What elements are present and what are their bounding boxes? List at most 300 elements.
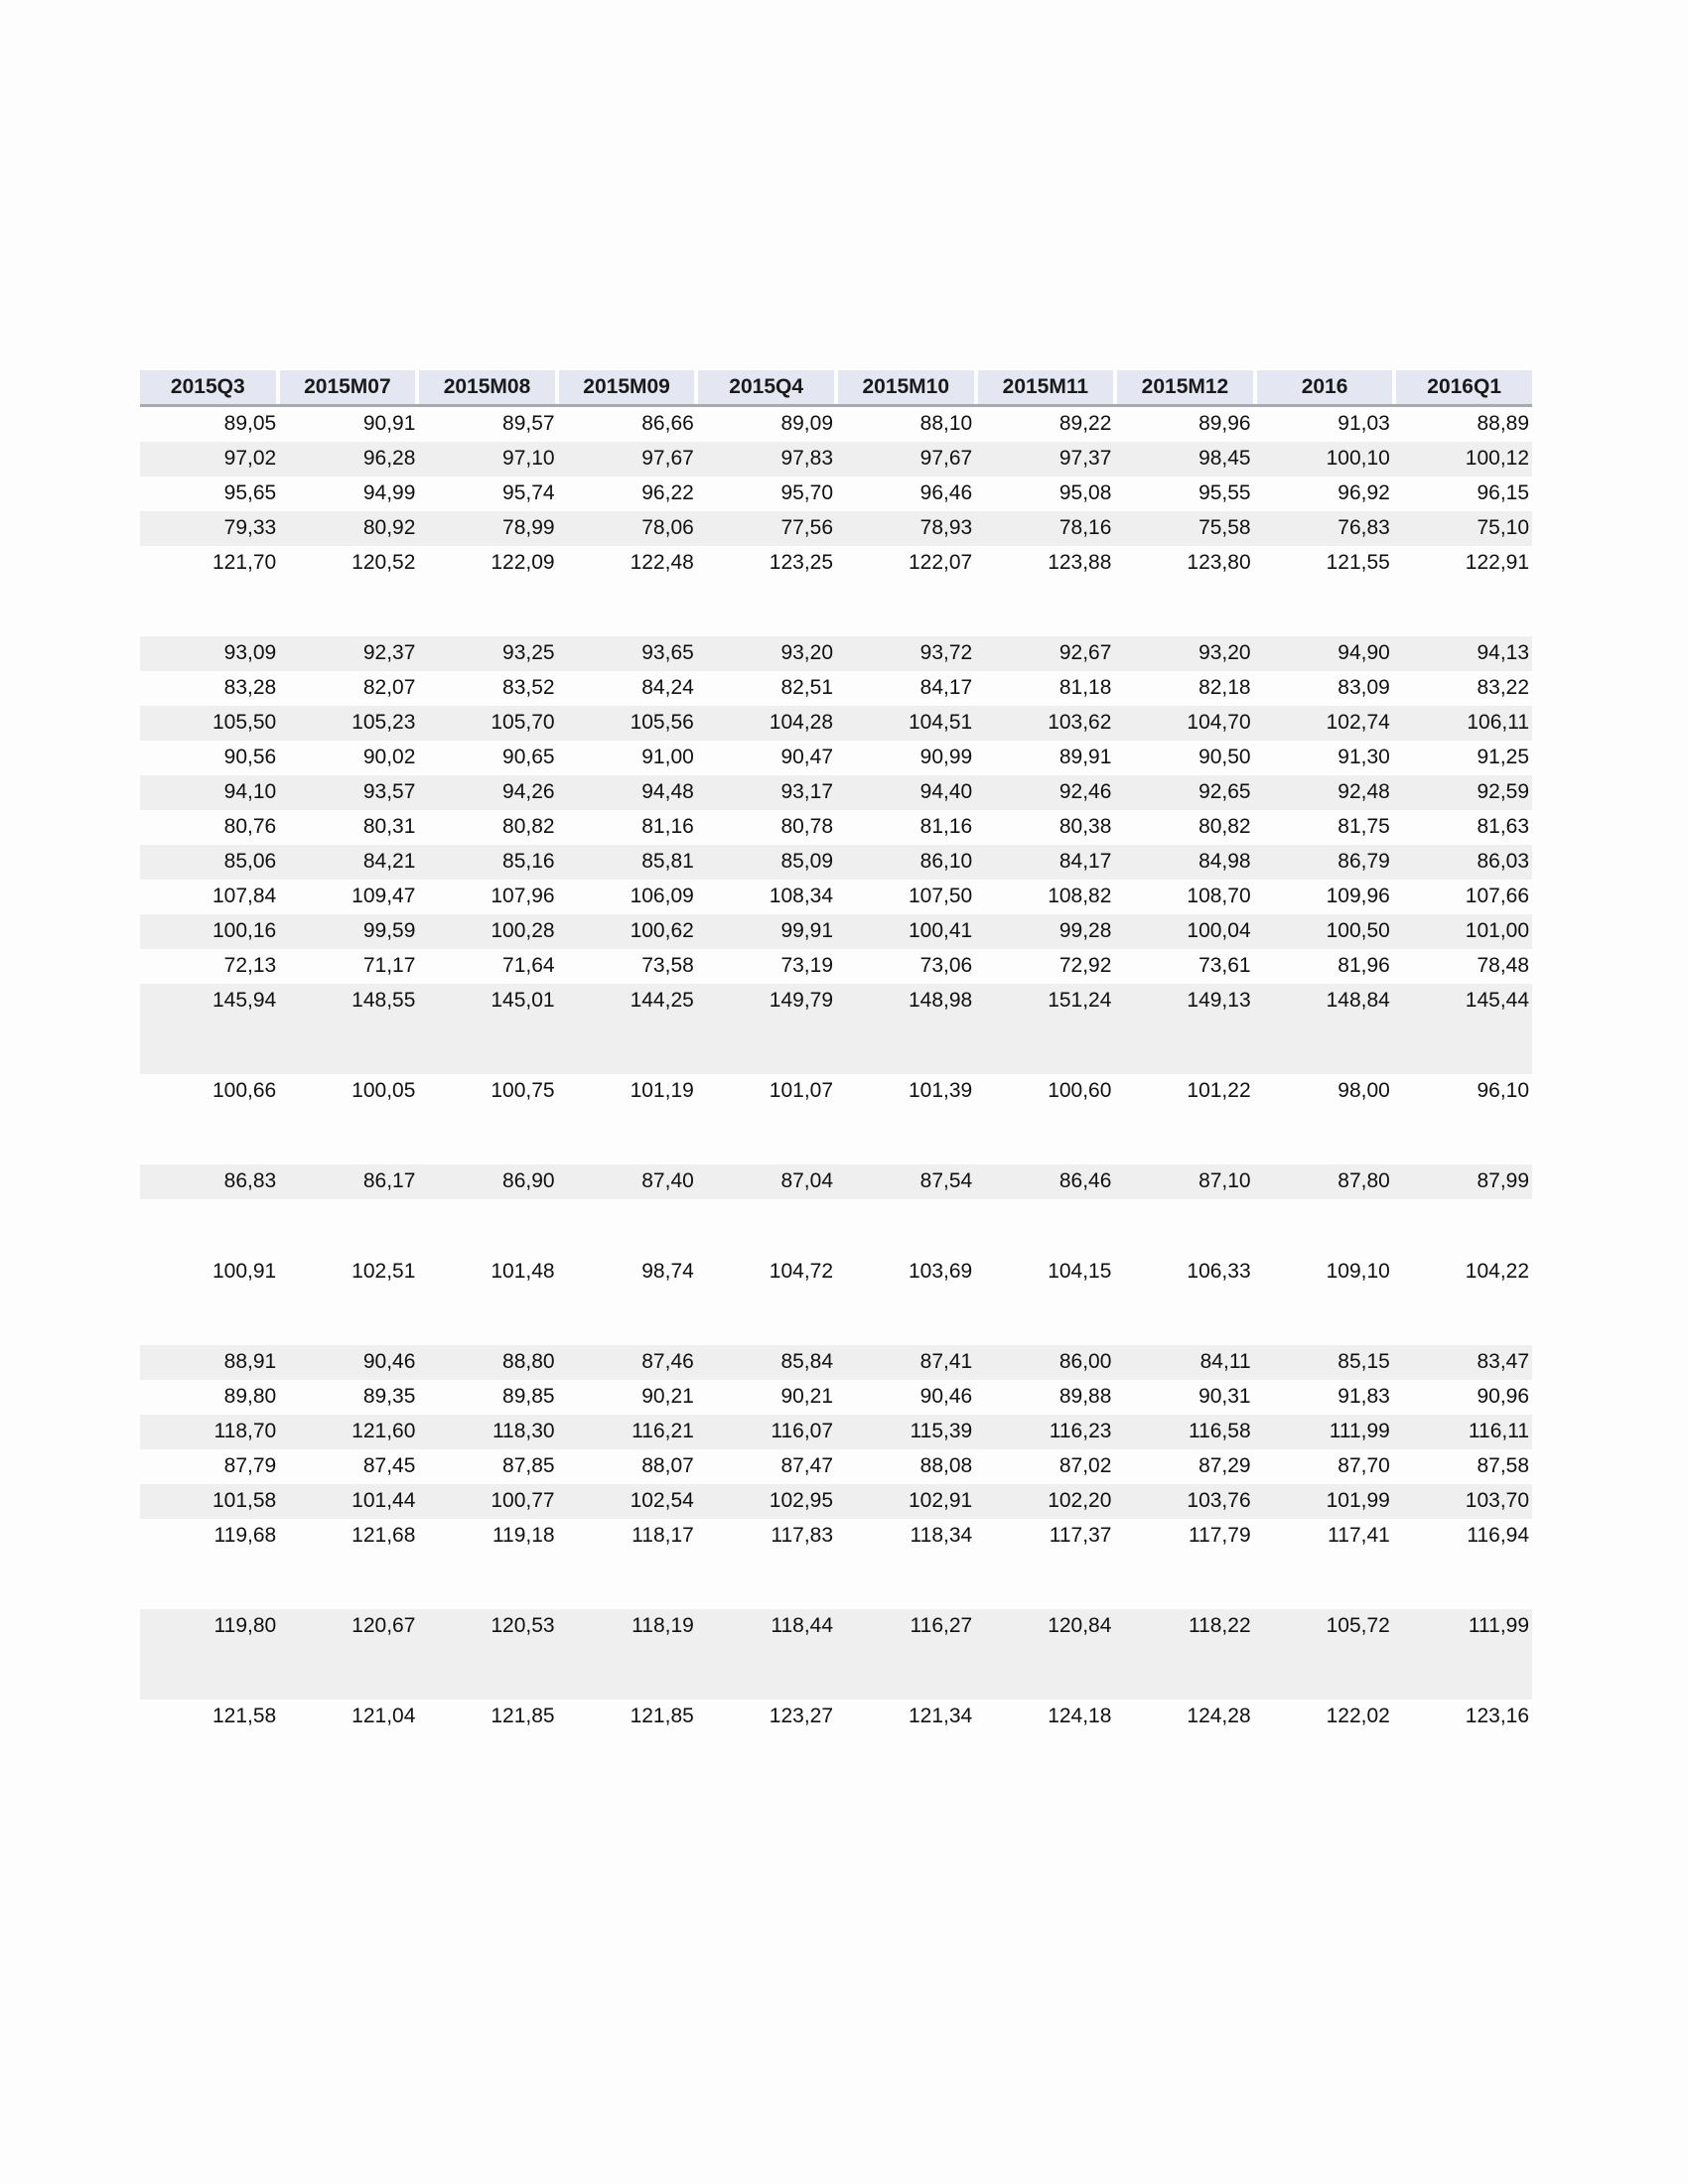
table-cell: 76,83 <box>1337 516 1390 539</box>
table-cell: 75,10 <box>1477 516 1530 539</box>
table-cell: 101,07 <box>769 1079 834 1102</box>
table-cell: 96,22 <box>641 481 694 504</box>
table-cell: 100,62 <box>630 919 694 942</box>
table-cell: 91,03 <box>1337 412 1390 435</box>
table-cell: 89,35 <box>362 1385 416 1408</box>
table-cell: 84,98 <box>1198 850 1251 873</box>
table-cell: 81,75 <box>1337 815 1390 838</box>
table-cell: 87,54 <box>919 1169 973 1192</box>
table-cell: 98,00 <box>1337 1079 1390 1102</box>
table-cell: 124,28 <box>1187 1705 1251 1727</box>
table-cell: 87,99 <box>1477 1169 1530 1192</box>
table-cell: 107,84 <box>211 885 277 907</box>
table-cell: 92,37 <box>362 641 416 664</box>
table-cell: 121,58 <box>211 1705 277 1727</box>
table-row <box>140 407 1532 442</box>
row-spacer <box>140 1554 1532 1609</box>
table-row <box>140 1164 1532 1199</box>
table-cell: 118,70 <box>213 1420 277 1442</box>
table-cell: 115,39 <box>910 1420 973 1442</box>
table-cell: 96,46 <box>919 481 973 504</box>
row-spacer <box>140 581 1532 636</box>
table-cell: 72,92 <box>1058 954 1112 977</box>
table-cell: 84,17 <box>919 676 973 699</box>
table-cell: 102,51 <box>352 1260 416 1283</box>
table-cell: 81,18 <box>1058 676 1112 699</box>
table-cell: 121,85 <box>630 1705 694 1727</box>
table-cell: 117,37 <box>1049 1524 1112 1547</box>
table-cell: 87,85 <box>502 1454 555 1477</box>
table-cell: 102,95 <box>769 1489 834 1512</box>
table-cell: 149,79 <box>769 989 834 1012</box>
table-cell: 116,23 <box>1049 1420 1112 1442</box>
table-cell: 104,51 <box>908 711 973 734</box>
table-cell: 87,79 <box>223 1454 277 1477</box>
table-row <box>140 546 1532 581</box>
table-cell: 93,20 <box>780 641 834 664</box>
table-cell: 81,16 <box>641 815 694 838</box>
table-cell: 102,91 <box>908 1489 973 1512</box>
table-cell: 80,92 <box>362 516 416 539</box>
table-cell: 119,80 <box>213 1614 277 1637</box>
table-cell: 106,09 <box>630 885 694 907</box>
table-cell: 90,02 <box>362 746 416 768</box>
table-cell: 73,06 <box>919 954 973 977</box>
table-cell: 71,17 <box>362 954 416 977</box>
table-cell: 78,16 <box>1058 516 1112 539</box>
table-cell: 84,24 <box>641 676 694 699</box>
table-cell: 104,22 <box>1465 1260 1530 1283</box>
table-row <box>140 1519 1532 1554</box>
table-cell: 87,46 <box>641 1350 694 1373</box>
table-row <box>140 706 1532 741</box>
table-cell: 91,00 <box>641 746 694 768</box>
table-cell: 117,83 <box>771 1524 834 1547</box>
table-cell: 75,58 <box>1198 516 1251 539</box>
column-header: 2015Q4 <box>698 370 834 404</box>
table-cell: 93,72 <box>919 641 973 664</box>
table-cell: 104,28 <box>769 711 834 734</box>
table-body <box>140 407 1532 1734</box>
table-cell: 87,70 <box>1337 1454 1390 1477</box>
table-cell: 98,74 <box>641 1260 694 1283</box>
table-cell: 86,66 <box>641 412 694 435</box>
table-cell: 78,93 <box>919 516 973 539</box>
table-cell: 148,98 <box>908 989 973 1012</box>
table-cell: 84,11 <box>1199 1350 1251 1373</box>
table-cell: 89,80 <box>223 1385 277 1408</box>
table-cell: 151,24 <box>1048 989 1112 1012</box>
table-cell: 97,67 <box>641 447 694 470</box>
table-cell: 109,96 <box>1326 885 1390 907</box>
table-cell: 94,99 <box>362 481 416 504</box>
table-cell: 118,19 <box>632 1614 694 1637</box>
table-cell: 102,20 <box>1048 1489 1112 1512</box>
table-cell: 84,17 <box>1058 850 1112 873</box>
table-cell: 96,28 <box>362 447 416 470</box>
table-cell: 101,19 <box>630 1079 694 1102</box>
table-cell: 123,27 <box>769 1705 834 1727</box>
table-cell: 120,84 <box>1048 1614 1112 1637</box>
table-cell: 90,46 <box>362 1350 416 1373</box>
table-cell: 123,16 <box>1465 1705 1530 1727</box>
table-cell: 111,99 <box>1329 1420 1390 1442</box>
table-cell: 83,09 <box>1337 676 1390 699</box>
table-cell: 107,50 <box>908 885 973 907</box>
table-cell: 88,07 <box>641 1454 694 1477</box>
table-cell: 101,22 <box>1187 1079 1251 1102</box>
table-cell: 88,80 <box>502 1350 555 1373</box>
table-cell: 80,82 <box>1198 815 1251 838</box>
table-cell: 94,13 <box>1477 641 1530 664</box>
table-cell: 93,09 <box>223 641 277 664</box>
table-cell: 102,74 <box>1326 711 1390 734</box>
table-cell: 104,15 <box>1048 1260 1112 1283</box>
table-cell: 93,65 <box>641 641 694 664</box>
table-cell: 122,02 <box>1326 1705 1390 1727</box>
table-cell: 122,09 <box>491 551 555 574</box>
table-cell: 80,82 <box>502 815 555 838</box>
table-cell: 78,48 <box>1477 954 1530 977</box>
table-cell: 87,40 <box>641 1169 694 1192</box>
table-cell: 100,10 <box>1326 447 1390 470</box>
column-header: 2015Q3 <box>140 370 276 404</box>
table-cell: 91,25 <box>1477 746 1530 768</box>
table-cell: 117,41 <box>1328 1524 1390 1547</box>
table-cell: 85,15 <box>1337 1350 1390 1373</box>
table-cell: 107,96 <box>491 885 555 907</box>
table-cell: 94,48 <box>641 780 694 803</box>
table-row <box>140 845 1532 880</box>
table-cell: 86,17 <box>362 1169 416 1192</box>
table-cell: 81,16 <box>919 815 973 838</box>
table-cell: 121,70 <box>211 551 277 574</box>
table-cell: 89,09 <box>780 412 834 435</box>
table-row <box>140 1074 1532 1109</box>
table-cell: 99,59 <box>362 919 416 942</box>
table-cell: 87,10 <box>1198 1169 1251 1192</box>
table-cell: 89,85 <box>502 1385 555 1408</box>
table-cell: 83,52 <box>502 676 555 699</box>
table-cell: 120,67 <box>352 1614 416 1637</box>
table-cell: 94,10 <box>223 780 277 803</box>
table-cell: 101,39 <box>908 1079 973 1102</box>
row-spacer <box>140 1109 1532 1164</box>
table-row <box>140 1700 1532 1734</box>
table-cell: 105,50 <box>211 711 277 734</box>
table-row <box>140 914 1532 949</box>
table-cell: 96,92 <box>1337 481 1390 504</box>
table-cell: 101,58 <box>211 1489 277 1512</box>
table-cell: 105,23 <box>352 711 416 734</box>
table-cell: 124,18 <box>1048 1705 1112 1727</box>
table-cell: 90,65 <box>502 746 555 768</box>
table-cell: 77,56 <box>780 516 834 539</box>
table-cell: 86,03 <box>1477 850 1530 873</box>
table-row <box>140 775 1532 810</box>
table-cell: 100,91 <box>211 1260 277 1283</box>
table-cell: 85,09 <box>780 850 834 873</box>
table-cell: 73,61 <box>1198 954 1251 977</box>
column-header: 2016 <box>1257 370 1393 404</box>
table-cell: 92,65 <box>1198 780 1251 803</box>
table-cell: 86,00 <box>1058 1350 1112 1373</box>
table-cell: 88,08 <box>919 1454 973 1477</box>
table-cell: 88,10 <box>919 412 973 435</box>
table-cell: 87,45 <box>362 1454 416 1477</box>
table-cell: 95,70 <box>780 481 834 504</box>
table-cell: 90,91 <box>362 412 416 435</box>
table-cell: 89,88 <box>1058 1385 1112 1408</box>
column-header: 2015M09 <box>559 370 695 404</box>
table-cell: 100,75 <box>491 1079 555 1102</box>
table-cell: 105,70 <box>491 711 555 734</box>
table-cell: 82,18 <box>1198 676 1251 699</box>
table-cell: 145,94 <box>211 989 277 1012</box>
table-cell: 105,72 <box>1326 1614 1390 1637</box>
table-cell: 97,67 <box>919 447 973 470</box>
table-cell: 108,70 <box>1187 885 1251 907</box>
table-cell: 95,08 <box>1058 481 1112 504</box>
table-row <box>140 949 1532 984</box>
table-cell: 145,01 <box>491 989 555 1012</box>
table-row <box>140 1449 1532 1484</box>
table-cell: 83,22 <box>1477 676 1530 699</box>
table-cell: 102,54 <box>630 1489 694 1512</box>
table-cell: 122,91 <box>1465 551 1530 574</box>
table-cell: 111,99 <box>1468 1614 1530 1637</box>
table-cell: 92,48 <box>1337 780 1390 803</box>
table-cell: 78,06 <box>641 516 694 539</box>
table-cell: 86,90 <box>502 1169 555 1192</box>
table-cell: 89,96 <box>1198 412 1251 435</box>
table-cell: 93,57 <box>362 780 416 803</box>
table-row <box>140 442 1532 477</box>
table-cell: 118,44 <box>771 1614 834 1637</box>
table-cell: 100,12 <box>1465 447 1530 470</box>
table-cell: 116,11 <box>1468 1420 1530 1442</box>
table-cell: 99,28 <box>1058 919 1112 942</box>
table-cell: 88,89 <box>1477 412 1530 435</box>
table-cell: 119,68 <box>213 1524 277 1547</box>
table-cell: 100,60 <box>1048 1079 1112 1102</box>
table-cell: 121,60 <box>352 1420 416 1442</box>
table-cell: 123,80 <box>1187 551 1251 574</box>
table-cell: 73,58 <box>641 954 694 977</box>
table-cell: 93,20 <box>1198 641 1251 664</box>
table-row <box>140 880 1532 914</box>
table-cell: 71,64 <box>502 954 555 977</box>
table-row <box>140 1484 1532 1519</box>
table-cell: 87,29 <box>1198 1454 1251 1477</box>
column-header: 2015M07 <box>280 370 416 404</box>
table-cell: 144,25 <box>630 989 694 1012</box>
table-row <box>140 810 1532 845</box>
table-header-row <box>140 370 1532 407</box>
table-cell: 80,38 <box>1058 815 1112 838</box>
table-cell: 104,70 <box>1187 711 1251 734</box>
table-cell: 89,57 <box>502 412 555 435</box>
column-header: 2015M11 <box>978 370 1114 404</box>
table-cell: 85,84 <box>780 1350 834 1373</box>
table-cell: 85,06 <box>223 850 277 873</box>
table-cell: 121,55 <box>1326 551 1390 574</box>
table-cell: 80,76 <box>223 815 277 838</box>
table-cell: 148,55 <box>352 989 416 1012</box>
table-cell: 84,21 <box>362 850 416 873</box>
table-row <box>140 984 1532 1019</box>
column-header: 2015M08 <box>419 370 555 404</box>
table-cell: 118,34 <box>910 1524 973 1547</box>
table-cell: 85,16 <box>502 850 555 873</box>
table-cell: 123,25 <box>769 551 834 574</box>
table-cell: 118,17 <box>632 1524 694 1547</box>
table-cell: 116,07 <box>771 1420 834 1442</box>
table-cell: 121,34 <box>908 1705 973 1727</box>
table-cell: 100,50 <box>1326 919 1390 942</box>
table-cell: 93,17 <box>780 780 834 803</box>
table-cell: 90,31 <box>1198 1385 1251 1408</box>
table-cell: 149,13 <box>1187 989 1251 1012</box>
table-cell: 87,58 <box>1477 1454 1530 1477</box>
table-cell: 86,46 <box>1058 1169 1112 1192</box>
table-cell: 90,50 <box>1198 746 1251 768</box>
table-cell: 100,05 <box>352 1079 416 1102</box>
table-cell: 117,79 <box>1188 1524 1251 1547</box>
table-cell: 105,56 <box>630 711 694 734</box>
table-cell: 96,10 <box>1477 1079 1530 1102</box>
table-cell: 80,78 <box>780 815 834 838</box>
table-cell: 108,34 <box>769 885 834 907</box>
table-cell: 82,51 <box>780 676 834 699</box>
table-row <box>140 1345 1532 1380</box>
table-cell: 116,27 <box>910 1614 973 1637</box>
table-cell: 89,05 <box>223 412 277 435</box>
table-cell: 93,25 <box>502 641 555 664</box>
table-cell: 145,44 <box>1465 989 1530 1012</box>
table-cell: 97,83 <box>780 447 834 470</box>
table-cell: 94,26 <box>502 780 555 803</box>
table-cell: 109,10 <box>1326 1260 1390 1283</box>
table-cell: 95,55 <box>1198 481 1251 504</box>
table-cell: 78,99 <box>502 516 555 539</box>
table-cell: 83,28 <box>223 676 277 699</box>
table-row <box>140 741 1532 775</box>
table-cell: 101,44 <box>352 1489 416 1512</box>
table-cell: 116,58 <box>1188 1420 1251 1442</box>
row-spacer <box>140 1644 1532 1700</box>
table-cell: 92,46 <box>1058 780 1112 803</box>
table-cell: 81,63 <box>1477 815 1530 838</box>
table-cell: 101,00 <box>1465 919 1530 942</box>
table-cell: 118,30 <box>492 1420 555 1442</box>
table-row <box>140 1415 1532 1449</box>
table-cell: 122,07 <box>908 551 973 574</box>
table-cell: 80,31 <box>362 815 416 838</box>
table-cell: 103,62 <box>1048 711 1112 734</box>
table-cell: 88,91 <box>223 1350 277 1373</box>
table-cell: 91,30 <box>1337 746 1390 768</box>
table-cell: 73,19 <box>780 954 834 977</box>
table-cell: 97,37 <box>1058 447 1112 470</box>
table-cell: 89,22 <box>1058 412 1112 435</box>
table-cell: 103,76 <box>1187 1489 1251 1512</box>
table-cell: 120,52 <box>352 551 416 574</box>
table-row <box>140 477 1532 511</box>
table-cell: 79,33 <box>223 516 277 539</box>
table-cell: 104,72 <box>769 1260 834 1283</box>
table-cell: 121,04 <box>352 1705 416 1727</box>
row-spacer <box>140 1019 1532 1074</box>
table-cell: 95,65 <box>223 481 277 504</box>
table-row <box>140 1380 1532 1415</box>
table-cell: 116,21 <box>632 1420 694 1442</box>
table-cell: 82,07 <box>362 676 416 699</box>
table-cell: 100,66 <box>211 1079 277 1102</box>
table-cell: 98,45 <box>1198 447 1251 470</box>
table-row <box>140 1609 1532 1644</box>
table-cell: 108,82 <box>1048 885 1112 907</box>
table-cell: 100,04 <box>1187 919 1251 942</box>
table-cell: 92,67 <box>1058 641 1112 664</box>
row-spacer <box>140 1290 1532 1345</box>
table-cell: 95,74 <box>502 481 555 504</box>
table-cell: 96,15 <box>1477 481 1530 504</box>
data-table <box>140 370 1532 1734</box>
table-cell: 83,47 <box>1477 1350 1530 1373</box>
table-cell: 101,48 <box>491 1260 555 1283</box>
table-cell: 90,46 <box>919 1385 973 1408</box>
table-cell: 99,91 <box>780 919 834 942</box>
table-cell: 123,88 <box>1048 551 1112 574</box>
table-cell: 97,02 <box>223 447 277 470</box>
table-cell: 91,83 <box>1337 1385 1390 1408</box>
table-cell: 90,96 <box>1477 1385 1530 1408</box>
table-row <box>140 1255 1532 1290</box>
table-cell: 81,96 <box>1337 954 1390 977</box>
table-cell: 100,28 <box>491 919 555 942</box>
table-row <box>140 636 1532 671</box>
table-row <box>140 671 1532 706</box>
table-cell: 87,02 <box>1058 1454 1112 1477</box>
table-cell: 103,70 <box>1465 1489 1530 1512</box>
table-cell: 148,84 <box>1326 989 1390 1012</box>
table-cell: 87,47 <box>780 1454 834 1477</box>
table-cell: 120,53 <box>491 1614 555 1637</box>
table-cell: 100,77 <box>491 1489 555 1512</box>
table-cell: 90,21 <box>641 1385 694 1408</box>
table-cell: 86,10 <box>919 850 973 873</box>
table-cell: 106,11 <box>1467 711 1530 734</box>
column-header: 2015M12 <box>1117 370 1253 404</box>
table-cell: 94,90 <box>1337 641 1390 664</box>
table-cell: 118,22 <box>1188 1614 1251 1637</box>
table-cell: 97,10 <box>502 447 555 470</box>
table-cell: 90,99 <box>919 746 973 768</box>
table-cell: 87,80 <box>1337 1169 1390 1192</box>
table-cell: 86,83 <box>223 1169 277 1192</box>
table-cell: 119,18 <box>492 1524 555 1547</box>
table-cell: 94,40 <box>919 780 973 803</box>
row-spacer <box>140 1199 1532 1255</box>
table-cell: 85,81 <box>641 850 694 873</box>
table-cell: 90,21 <box>780 1385 834 1408</box>
table-cell: 100,41 <box>908 919 973 942</box>
table-cell: 116,94 <box>1467 1524 1530 1547</box>
table-cell: 72,13 <box>223 954 277 977</box>
table-cell: 87,04 <box>780 1169 834 1192</box>
table-cell: 121,68 <box>352 1524 416 1547</box>
